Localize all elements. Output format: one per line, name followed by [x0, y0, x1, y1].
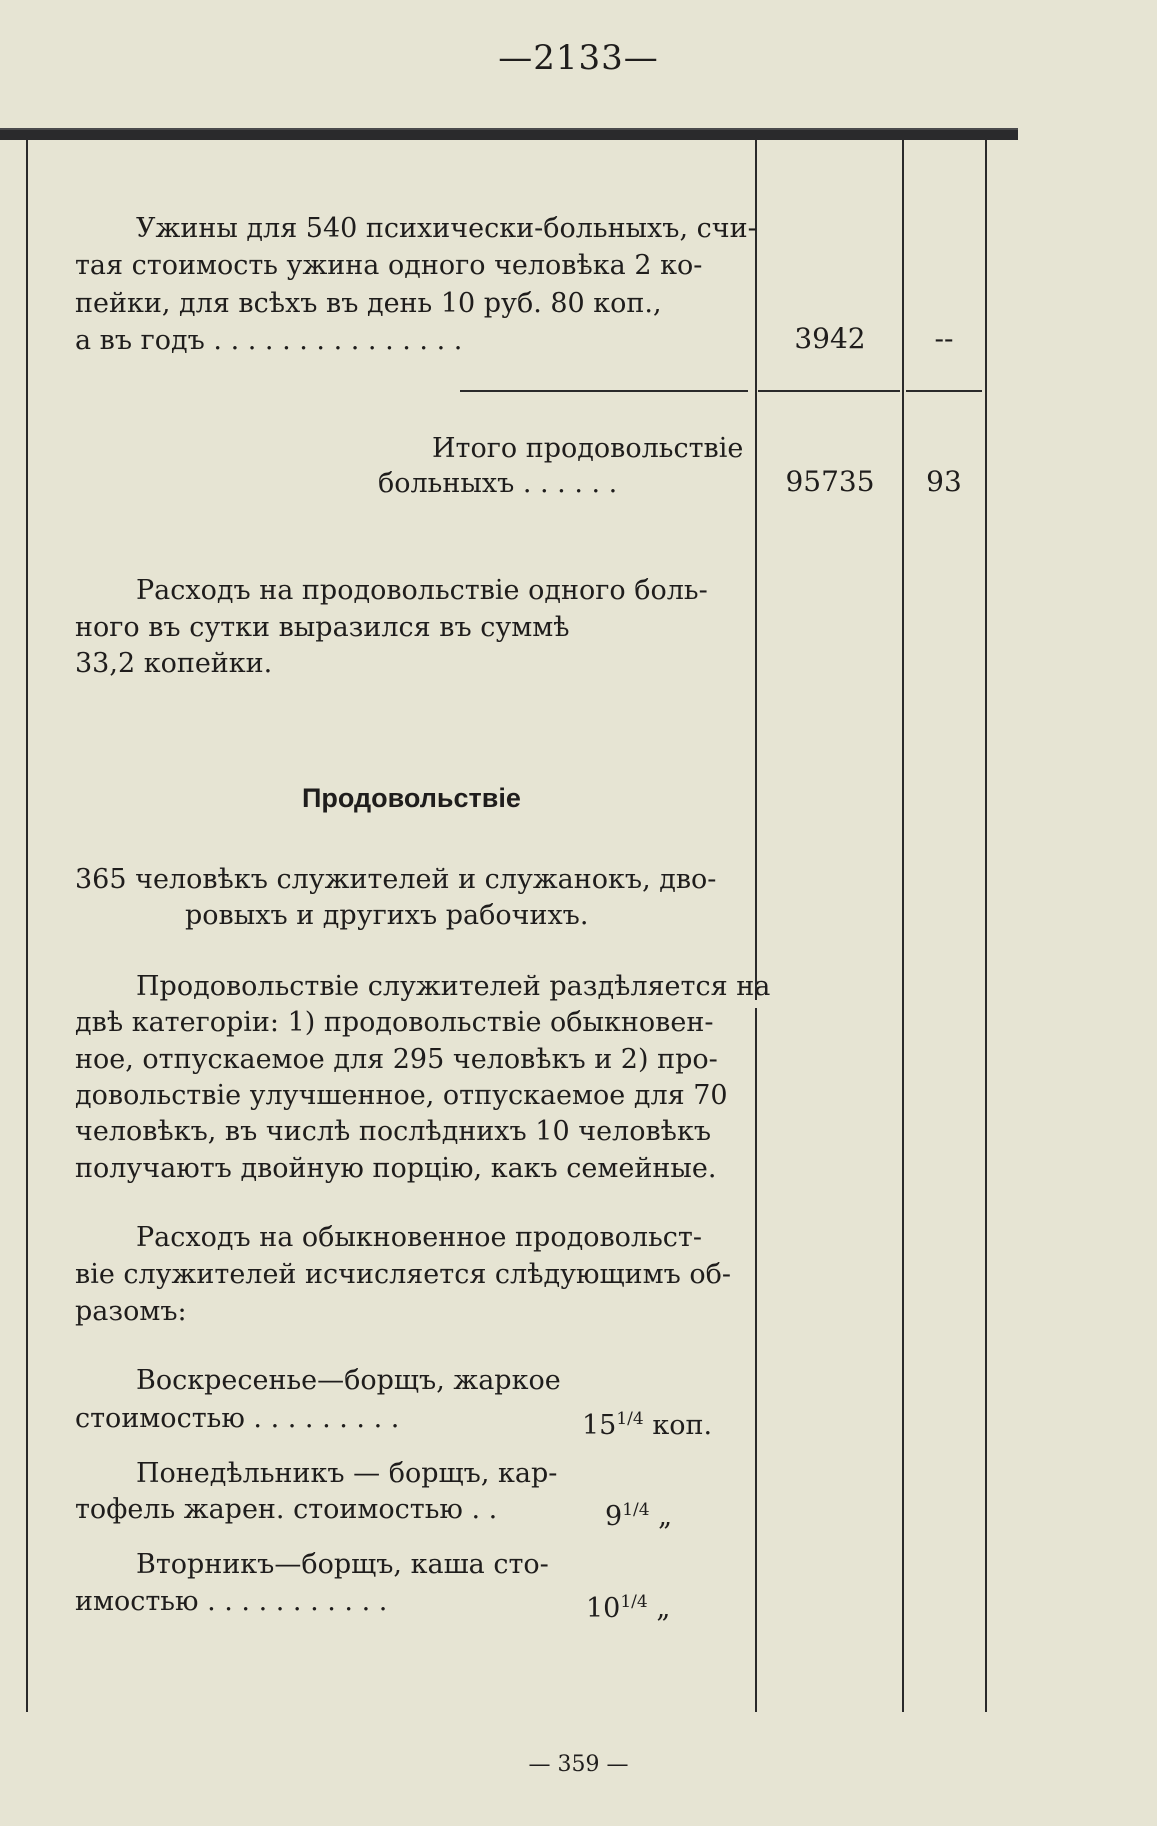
para2-line-1: Расходъ на обыкновенное продовольст-: [136, 1222, 702, 1253]
menu-item-3-whole: 10: [586, 1593, 621, 1624]
block1-line-2: тая стоимость ужина одного человѣка 2 ко-: [75, 250, 703, 281]
para1-line-6: получаютъ двойную порцію, какъ семейные.: [75, 1153, 717, 1184]
menu-item-1-line-1: Воскресенье—борщъ, жаркое: [136, 1365, 561, 1396]
block1-line-3: пейки, для всѣхъ въ день 10 руб. 80 коп.,: [75, 288, 662, 319]
top-rule: [0, 128, 1018, 140]
menu-item-2-amount: [605, 1491, 672, 1536]
menu-item-1-unit: коп.: [652, 1410, 713, 1441]
menu-item-3-unit: „: [656, 1593, 671, 1624]
menu-item-2-line-2: тофель жарен. стоимостью . .: [75, 1494, 498, 1525]
expense-line-2: ного въ сутки выразился въ суммѣ: [75, 612, 570, 643]
subtotal-rule-kop: [906, 390, 982, 392]
column-divider-2: [902, 140, 904, 1712]
menu-item-3-line-2: имостью . . . . . . . . . . .: [75, 1586, 388, 1617]
menu-item-3-amount: [586, 1583, 670, 1628]
para1-line-4: довольствіе улучшенное, отпускаемое для 70: [75, 1080, 728, 1111]
column-divider-3: [985, 140, 987, 1712]
para1-line-5: человѣкъ, въ числѣ послѣднихъ 10 человѣкъ: [75, 1116, 712, 1147]
subtotal-rule-text: [460, 390, 748, 392]
menu-item-2-whole: 9: [605, 1501, 623, 1532]
para1-line-1: Продовольствіе служителей раздѣляется на: [136, 971, 771, 1002]
total-rub: 95735: [785, 465, 875, 498]
column-divider-1: [755, 140, 757, 1000]
block1-kop: --: [934, 322, 954, 355]
para1-line-3: ное, отпускаемое для 295 человѣкъ и 2) про-: [75, 1044, 718, 1075]
menu-item-1-whole: 15: [582, 1410, 617, 1441]
block1-line-4: а въ годъ . . . . . . . . . . . . . . .: [75, 325, 463, 356]
expense-line-1: Расходъ на продовольствіе одного боль-: [136, 575, 708, 606]
total-line-2: больныхъ . . . . . .: [378, 468, 618, 499]
total-line-1: Итого продовольствіе: [432, 433, 744, 464]
subtotal-rule-rub: [758, 390, 900, 392]
para2-line-2: віе служителей исчисляется слѣдующимъ об-: [75, 1259, 732, 1290]
expense-line-3: 33,2 копейки.: [75, 648, 273, 679]
para1-line-2: двѣ категоріи: 1) продовольствіе обыкновен-: [75, 1007, 714, 1038]
menu-item-1-line-2: стоимостью . . . . . . . . .: [75, 1403, 400, 1434]
section-title: Продовольствіе: [302, 783, 521, 813]
para2-line-3: разомъ:: [75, 1296, 187, 1327]
block1-rub: 3942: [794, 322, 866, 355]
menu-item-3-line-1: Вторникъ—борщъ, каша сто-: [136, 1549, 549, 1580]
menu-item-1-amount: [582, 1400, 712, 1445]
menu-item-3-frac: 1/4: [620, 1592, 648, 1612]
column-divider-1b: [755, 1008, 757, 1712]
page-footer-number: — 359 —: [528, 1752, 629, 1777]
page-header-number: —2133—: [498, 38, 659, 78]
menu-item-2-line-1: Понедѣльникъ — борщъ, кар-: [136, 1458, 558, 1489]
staff-line-1: 365 человѣкъ служителей и служанокъ, дво-: [75, 864, 717, 895]
block1-line-1: Ужины для 540 психически-больныхъ, счи-: [136, 213, 757, 244]
menu-item-1-frac: 1/4: [616, 1409, 644, 1429]
menu-item-2-frac: 1/4: [622, 1500, 650, 1520]
total-kop: 93: [926, 465, 962, 498]
left-margin-line: [26, 140, 28, 1712]
staff-line-2: ровыхъ и другихъ рабочихъ.: [185, 900, 589, 931]
menu-item-2-unit: „: [658, 1501, 673, 1532]
